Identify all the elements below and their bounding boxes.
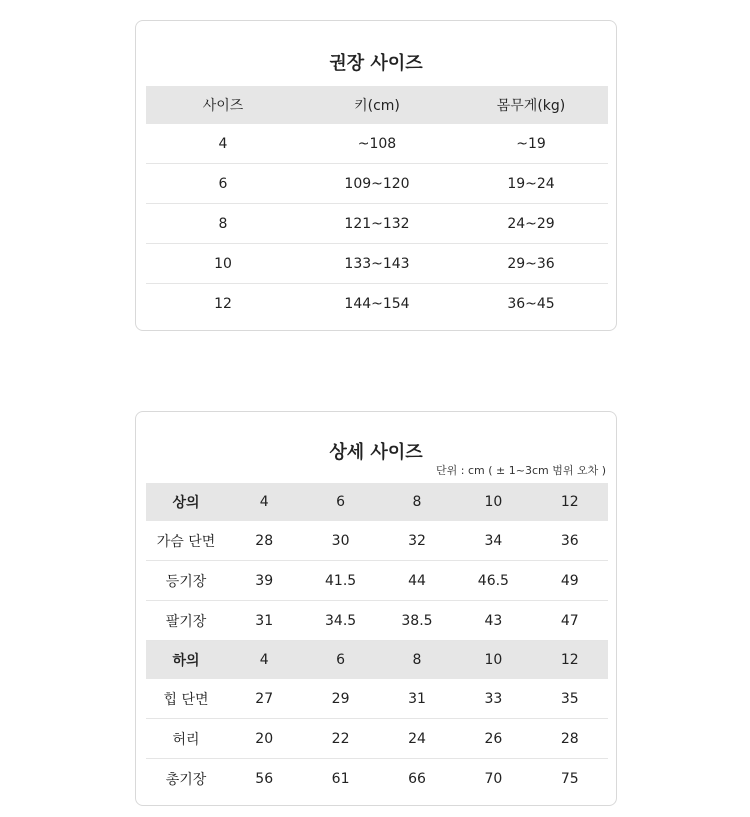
row-label: 등기장 [146,561,226,601]
header-size: 사이즈 [146,86,300,124]
value-cell: 46.5 [455,561,531,601]
value-cell: 20 [226,719,302,759]
value-cell: 70 [484,770,503,787]
value-cell: 38.5 [379,601,455,641]
table-row [146,601,608,641]
recommended-size-table [146,86,608,323]
value-cell: 44 [379,561,455,601]
row-label: 허리 [146,719,226,759]
size-header: 10 [455,483,531,521]
value-cell: 28 [226,521,302,561]
value-cell: 32 [379,521,455,561]
value-cell: 31 [379,679,455,719]
size-header: 4 [226,641,302,680]
weight-cell: 24~29 [454,204,608,244]
size-cell: 10 [146,244,300,284]
height-cell: 121~132 [300,204,454,244]
value-cell: 36 [532,521,608,561]
row-label: 가슴 단면 [146,521,226,561]
detail-size-table [146,483,608,798]
bottom-section-header-row [146,641,608,680]
size-cell: 8 [146,204,300,244]
height-cell: 133~143 [300,244,454,284]
value-cell: 75 [560,770,579,787]
value-cell: 41.5 [302,561,378,601]
value-cell: 35 [532,679,608,719]
size-cell: 6 [146,164,300,204]
height-cell: 109~120 [300,164,454,204]
table-row [146,521,608,561]
value-cell: 39 [226,561,302,601]
height-cell: 144~154 [344,295,410,312]
value-cell: 34.5 [302,601,378,641]
recommended-size-title: 권장 사이즈 [329,53,423,74]
value-cell: 31 [226,601,302,641]
detail-size-title: 상세 사이즈 [329,442,423,463]
value-cell: 30 [302,521,378,561]
section-label-top: 상의 [146,483,226,521]
detail-size-card [135,411,617,806]
size-header: 6 [302,641,378,680]
size-header: 12 [532,641,608,680]
value-cell: 22 [302,719,378,759]
value-cell: 24 [379,719,455,759]
table-row [146,719,608,759]
value-cell: 28 [532,719,608,759]
table-row [146,164,608,204]
top-section-header-row [146,483,608,521]
size-header: 8 [379,641,455,680]
value-cell: 47 [532,601,608,641]
value-cell: 43 [455,601,531,641]
height-cell: ~108 [300,124,454,164]
value-cell: 33 [455,679,531,719]
weight-cell: 29~36 [454,244,608,284]
size-cell: 4 [146,124,300,164]
section-label-bottom: 하의 [146,641,226,680]
weight-cell: 36~45 [507,295,555,312]
weight-cell: ~19 [454,124,608,164]
size-header: 6 [302,483,378,521]
table-row [146,561,608,601]
value-cell: 29 [302,679,378,719]
table-row [146,124,608,164]
row-label: 총기장 [165,771,207,788]
size-header: 4 [226,483,302,521]
table-row [146,284,608,324]
value-cell: 56 [255,770,274,787]
header-height: 키(cm) [300,86,454,124]
size-header: 10 [455,641,531,680]
table-row [146,759,608,799]
value-cell: 49 [532,561,608,601]
header-weight: 몸무게(kg) [454,86,608,124]
value-cell: 27 [226,679,302,719]
value-cell: 66 [408,770,426,787]
row-label: 팔기장 [146,601,226,641]
table-row [146,679,608,719]
value-cell: 34 [455,521,531,561]
value-cell: 61 [331,770,350,787]
table-header-row [146,86,608,124]
table-row [146,204,608,244]
row-label: 힙 단면 [146,679,226,719]
table-row [146,244,608,284]
recommended-size-card [135,20,617,331]
size-header: 8 [379,483,455,521]
unit-note: 단위 : cm ( ± 1~3cm 범위 오차 ) [436,464,606,477]
value-cell: 26 [455,719,531,759]
weight-cell: 19~24 [454,164,608,204]
size-cell: 12 [214,295,232,312]
size-header: 12 [532,483,608,521]
